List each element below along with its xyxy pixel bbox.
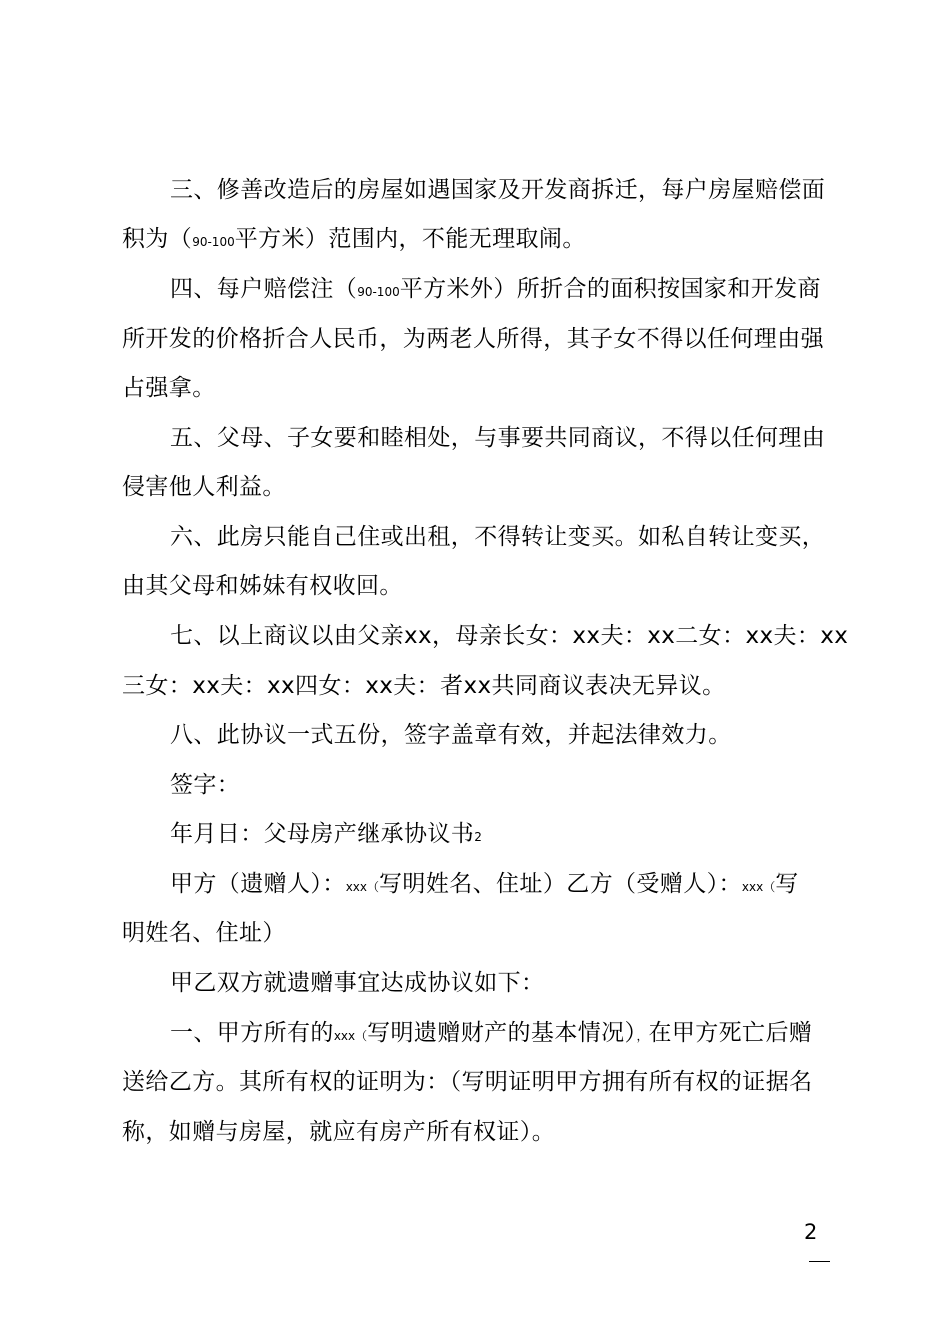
small-text-span: 2 [474, 830, 482, 844]
text-span: 七、以上商议以由父亲xx，母亲长女：xx夫：xx二女：xx夫：xx [170, 623, 849, 649]
paragraph-5-line-1 [170, 423, 825, 453]
text-span: 平方米）范围内，不能无理取闹。 [234, 226, 586, 252]
paragraph-4-line-3 [122, 373, 216, 403]
text-span: 写明遗赠财产的基本情况） [367, 1020, 637, 1046]
page-number: 2 [804, 1220, 818, 1244]
text-span: 年月日：父母房产继承协议书 [170, 821, 475, 847]
clause-1-line-1 [170, 1018, 812, 1051]
text-span: 五、父母、子女要和睦相处，与事要共同商议，不得以任何理由 [170, 425, 826, 451]
text-span: 所开发的价格折合人民币，为两老人所得，其子女不得以任何理由强 [122, 326, 824, 352]
clause-1-line-3 [122, 1117, 555, 1147]
paragraph-7-line-1 [170, 621, 848, 651]
text-span: 平方米外）所折合的面积按国家和开发商 [399, 276, 821, 302]
paragraph-3-line-1 [170, 175, 825, 205]
text-span: 在甲方死亡后赠 [648, 1020, 813, 1046]
small-text-span: xxx（ [345, 880, 380, 894]
text-span: 写 [775, 871, 799, 897]
party-line-1 [170, 869, 799, 902]
text-span: 由其父母和姊妹有权收回。 [122, 573, 403, 599]
text-span: 占强拿。 [122, 375, 216, 401]
text-span: 称，如赠与房屋，就应有房产所有权证）。 [122, 1119, 556, 1145]
text-span: 签字： [170, 772, 241, 798]
agreement-intro [170, 968, 544, 998]
paragraph-7-line-2 [122, 671, 726, 701]
small-text-span: ， [636, 1029, 649, 1043]
text-span: 四、每户赔偿注（ [170, 276, 358, 302]
paragraph-6-line-1 [170, 522, 825, 552]
text-span: 甲方（遗赠人）： [170, 871, 346, 897]
text-span: 三女：xx夫：xx四女：xx夫：者xx共同商议表决无异议。 [122, 673, 726, 699]
text-span: 侵害他人利益。 [122, 474, 286, 500]
small-text-span: 90-100 [357, 285, 400, 299]
paragraph-8-line-1 [170, 720, 732, 750]
paragraph-6-line-2 [122, 571, 403, 601]
page-number-dash [809, 1261, 830, 1262]
date-and-title-line [170, 819, 482, 852]
text-span: 三、修善改造后的房屋如遇国家及开发商拆迁，每户房屋赔偿面 [170, 177, 826, 203]
paragraph-5-line-2 [122, 472, 286, 502]
paragraph-4-line-2 [122, 324, 824, 354]
signature-label [170, 770, 240, 800]
text-span: 甲乙双方就遗赠事宜达成协议如下： [170, 970, 545, 996]
paragraph-4-line-1 [170, 274, 821, 307]
small-text-span: xxx（ [333, 1029, 368, 1043]
text-span: 六、此房只能自己住或出租，不得转让变买。如私自转让变买， [170, 524, 826, 550]
small-text-span: 90-100 [192, 235, 235, 249]
text-span: 一、甲方所有的 [170, 1020, 334, 1046]
text-span: 写明姓名、住址）乙方（受赠人）： [379, 871, 742, 897]
text-span: 八、此协议一式五份，签字盖章有效，并起法律效力。 [170, 722, 732, 748]
clause-1-line-2 [122, 1067, 813, 1097]
small-text-span: xxx（ [741, 880, 776, 894]
party-line-2 [122, 918, 286, 948]
paragraph-3-line-2 [122, 224, 586, 257]
text-span: 送给乙方。其所有权的证明为：（写明证明甲方拥有所有权的证据名 [122, 1069, 813, 1095]
text-span: 积为（ [122, 226, 193, 252]
text-span: 明姓名、住址） [122, 920, 286, 946]
